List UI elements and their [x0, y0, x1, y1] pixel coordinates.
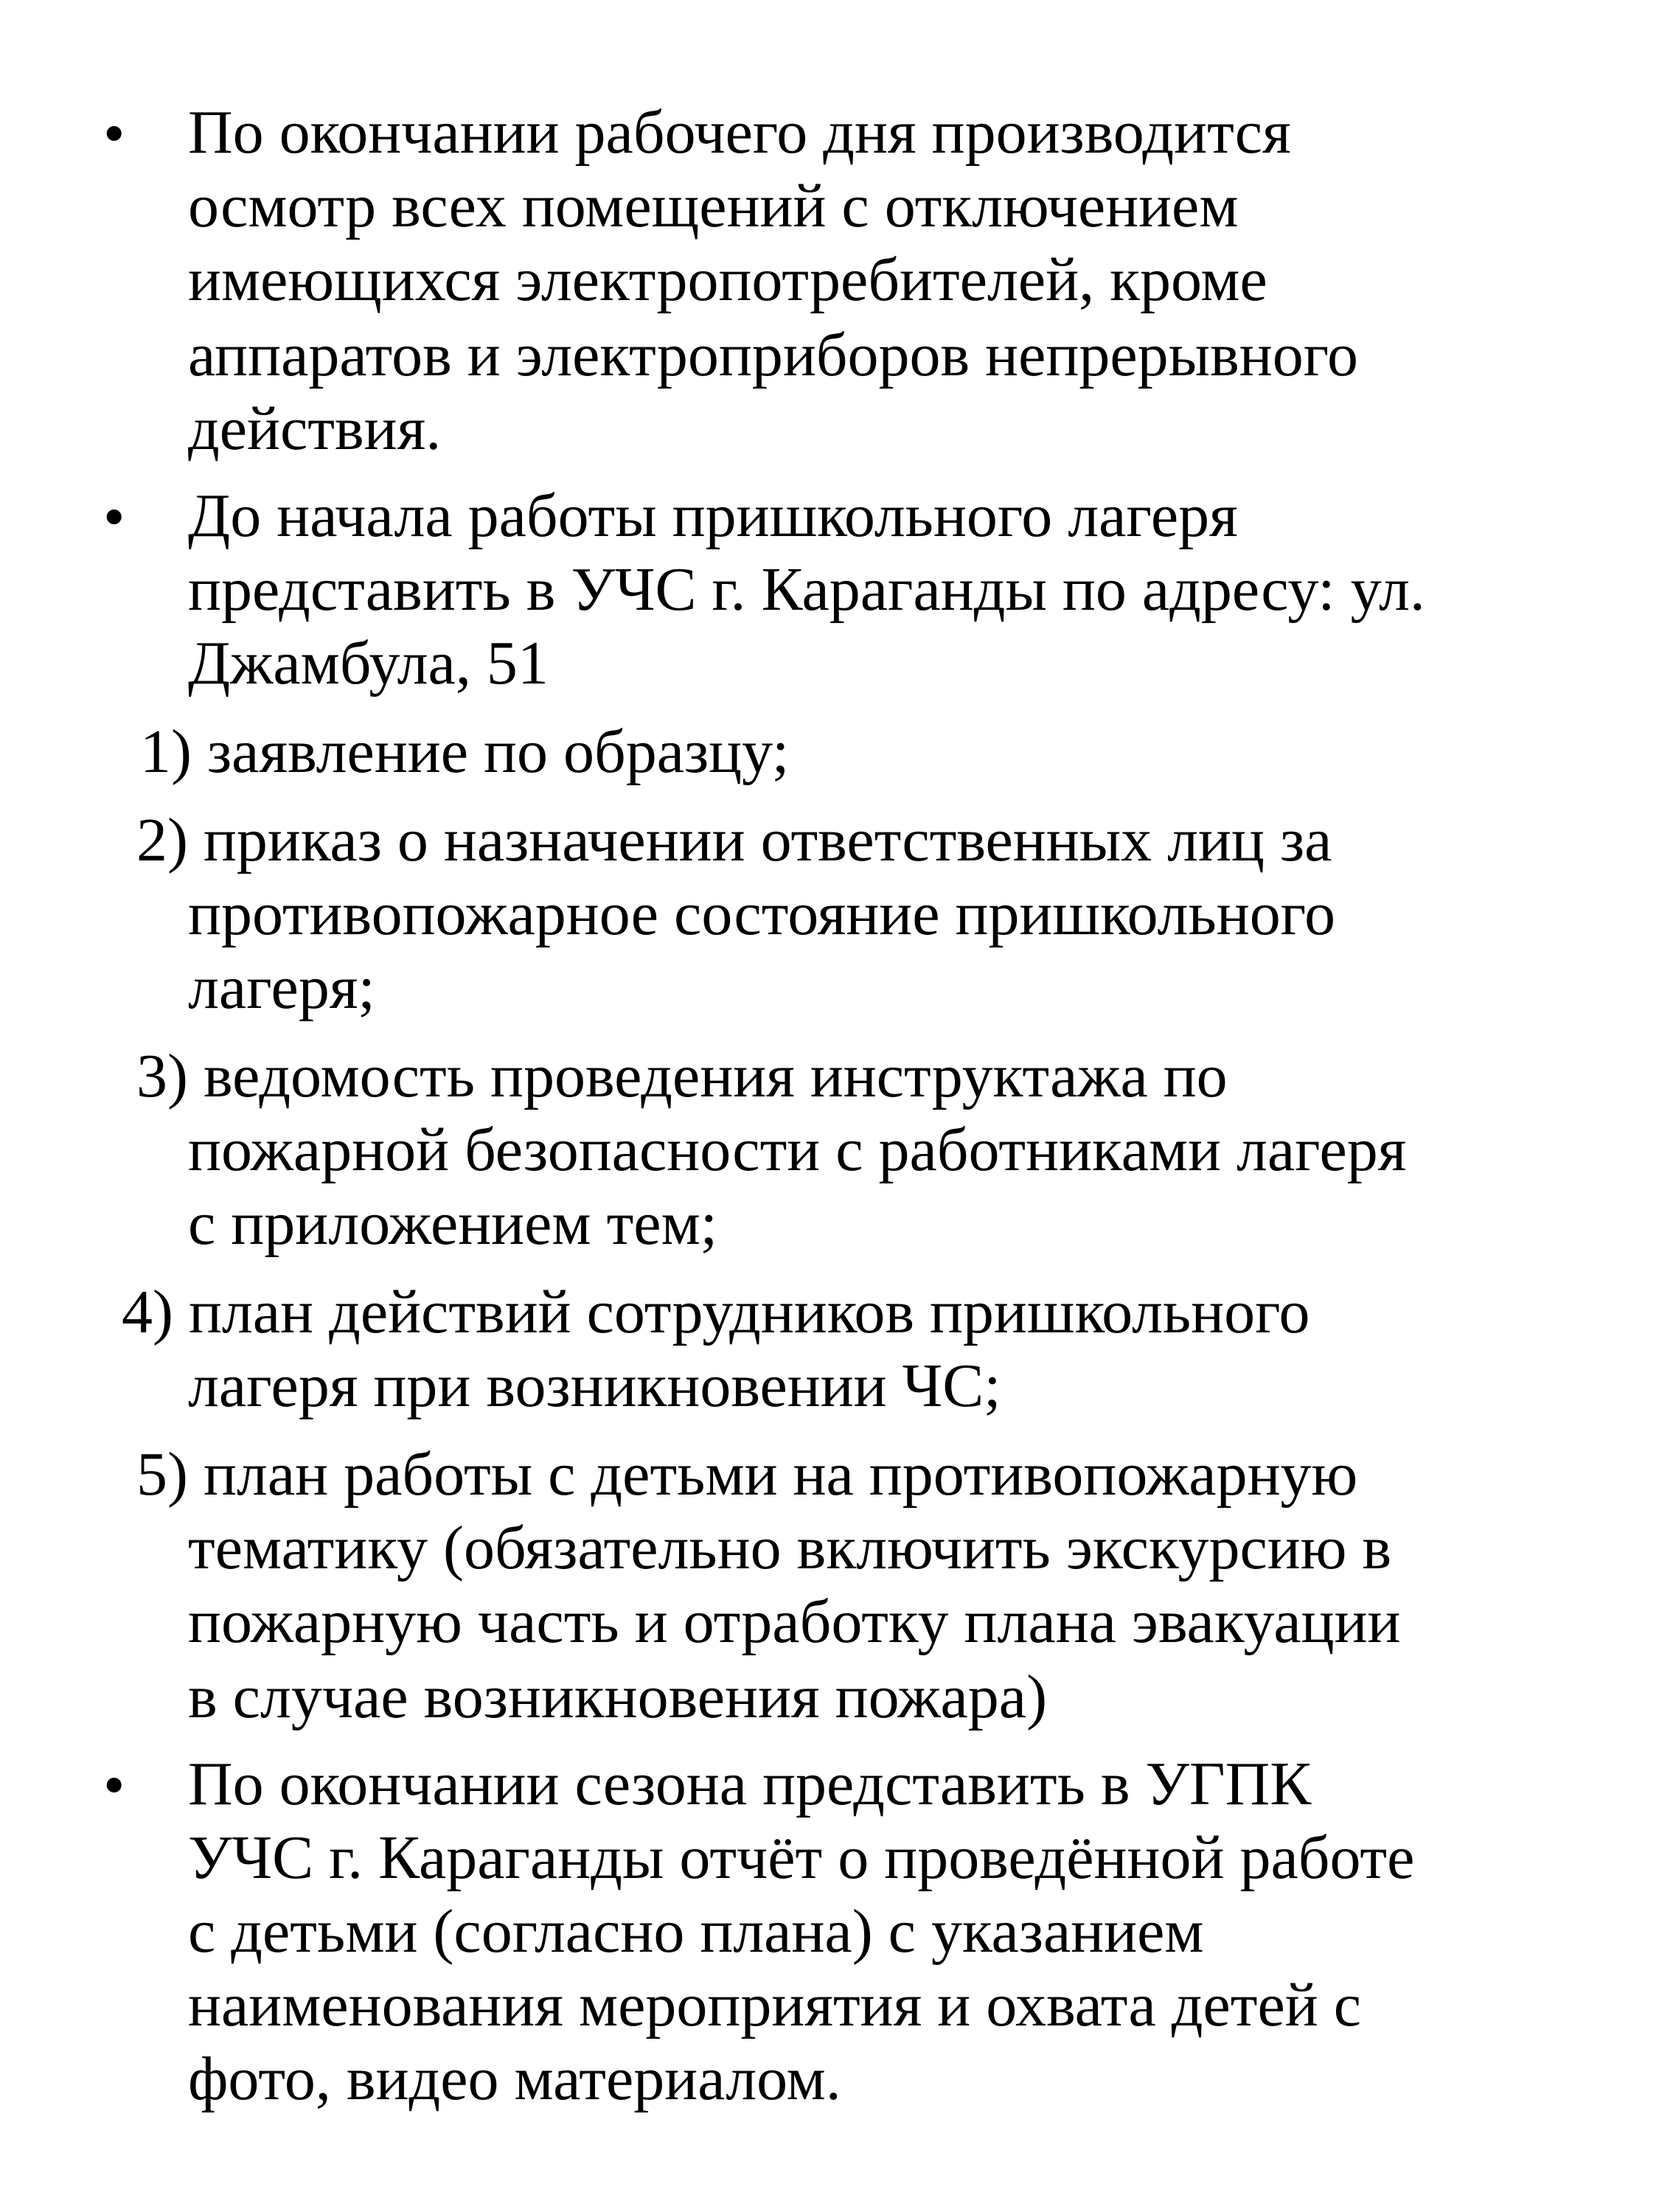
numbered-2-line-2: противопожарное состояние пришкольного	[188, 880, 1336, 948]
bullet-1-line-3: имеющихся электропотребителей, кроме	[188, 246, 1267, 314]
numbered-5-line-4: в случае возникновения пожара)	[188, 1663, 1048, 1731]
numbered-2-line-3: лагеря;	[188, 953, 375, 1022]
bullet-marker: •	[103, 100, 125, 168]
bullet-3-line-2: УЧС г. Караганды отчёт о проведённой работе	[188, 1823, 1415, 1892]
bullet-1-line-1: По окончании рабочего дня производится	[188, 98, 1291, 167]
numbered-3-line-2: пожарной безопасности с работниками лагеря	[188, 1116, 1407, 1184]
bullet-2-line-2: представить в УЧС г. Караганды по адресу: ул.	[188, 555, 1425, 624]
numbered-4-line-1: 4) план действий сотрудников пришкольного	[122, 1278, 1310, 1346]
numbered-2-line-1: 2) приказ о назначении ответственных лиц за	[136, 806, 1332, 874]
bullet-1-line-2: осмотр всех помещений с отключением	[188, 172, 1239, 240]
numbered-5-line-3: пожарную часть и отработку плана эвакуации	[188, 1587, 1401, 1656]
bullet-1-line-5: действия.	[188, 394, 442, 463]
numbered-1-line-1: 1) заявление по образцу;	[140, 717, 790, 786]
numbered-3-line-3: с приложением тем;	[188, 1189, 718, 1258]
numbered-5-line-1: 5) план работы с детьми на противопожарную	[136, 1440, 1358, 1509]
numbered-4-line-2: лагеря при возникновении ЧС;	[188, 1352, 1001, 1420]
bullet-1-line-4: аппаратов и электроприборов непрерывного	[188, 321, 1359, 389]
numbered-5-line-2: тематику (обязательно включить экскурсию в	[188, 1514, 1392, 1582]
bullet-marker: •	[103, 1751, 125, 1820]
bullet-3-line-1: По окончании сезона представить в УГПК	[188, 1750, 1312, 1818]
bullet-2-line-3: Джамбула, 51	[188, 629, 549, 698]
bullet-marker: •	[103, 483, 125, 552]
bullet-3-line-5: фото, видео материалом.	[188, 2045, 841, 2113]
bullet-3-line-4: наименования мероприятия и охвата детей с	[188, 1971, 1362, 2039]
numbered-3-line-1: 3) ведомость проведения инструктажа по	[136, 1042, 1228, 1110]
bullet-2-line-1: До начала работы пришкольного лагеря	[188, 481, 1238, 550]
bullet-3-line-3: с детьми (согласно плана) с указанием	[188, 1897, 1204, 1966]
